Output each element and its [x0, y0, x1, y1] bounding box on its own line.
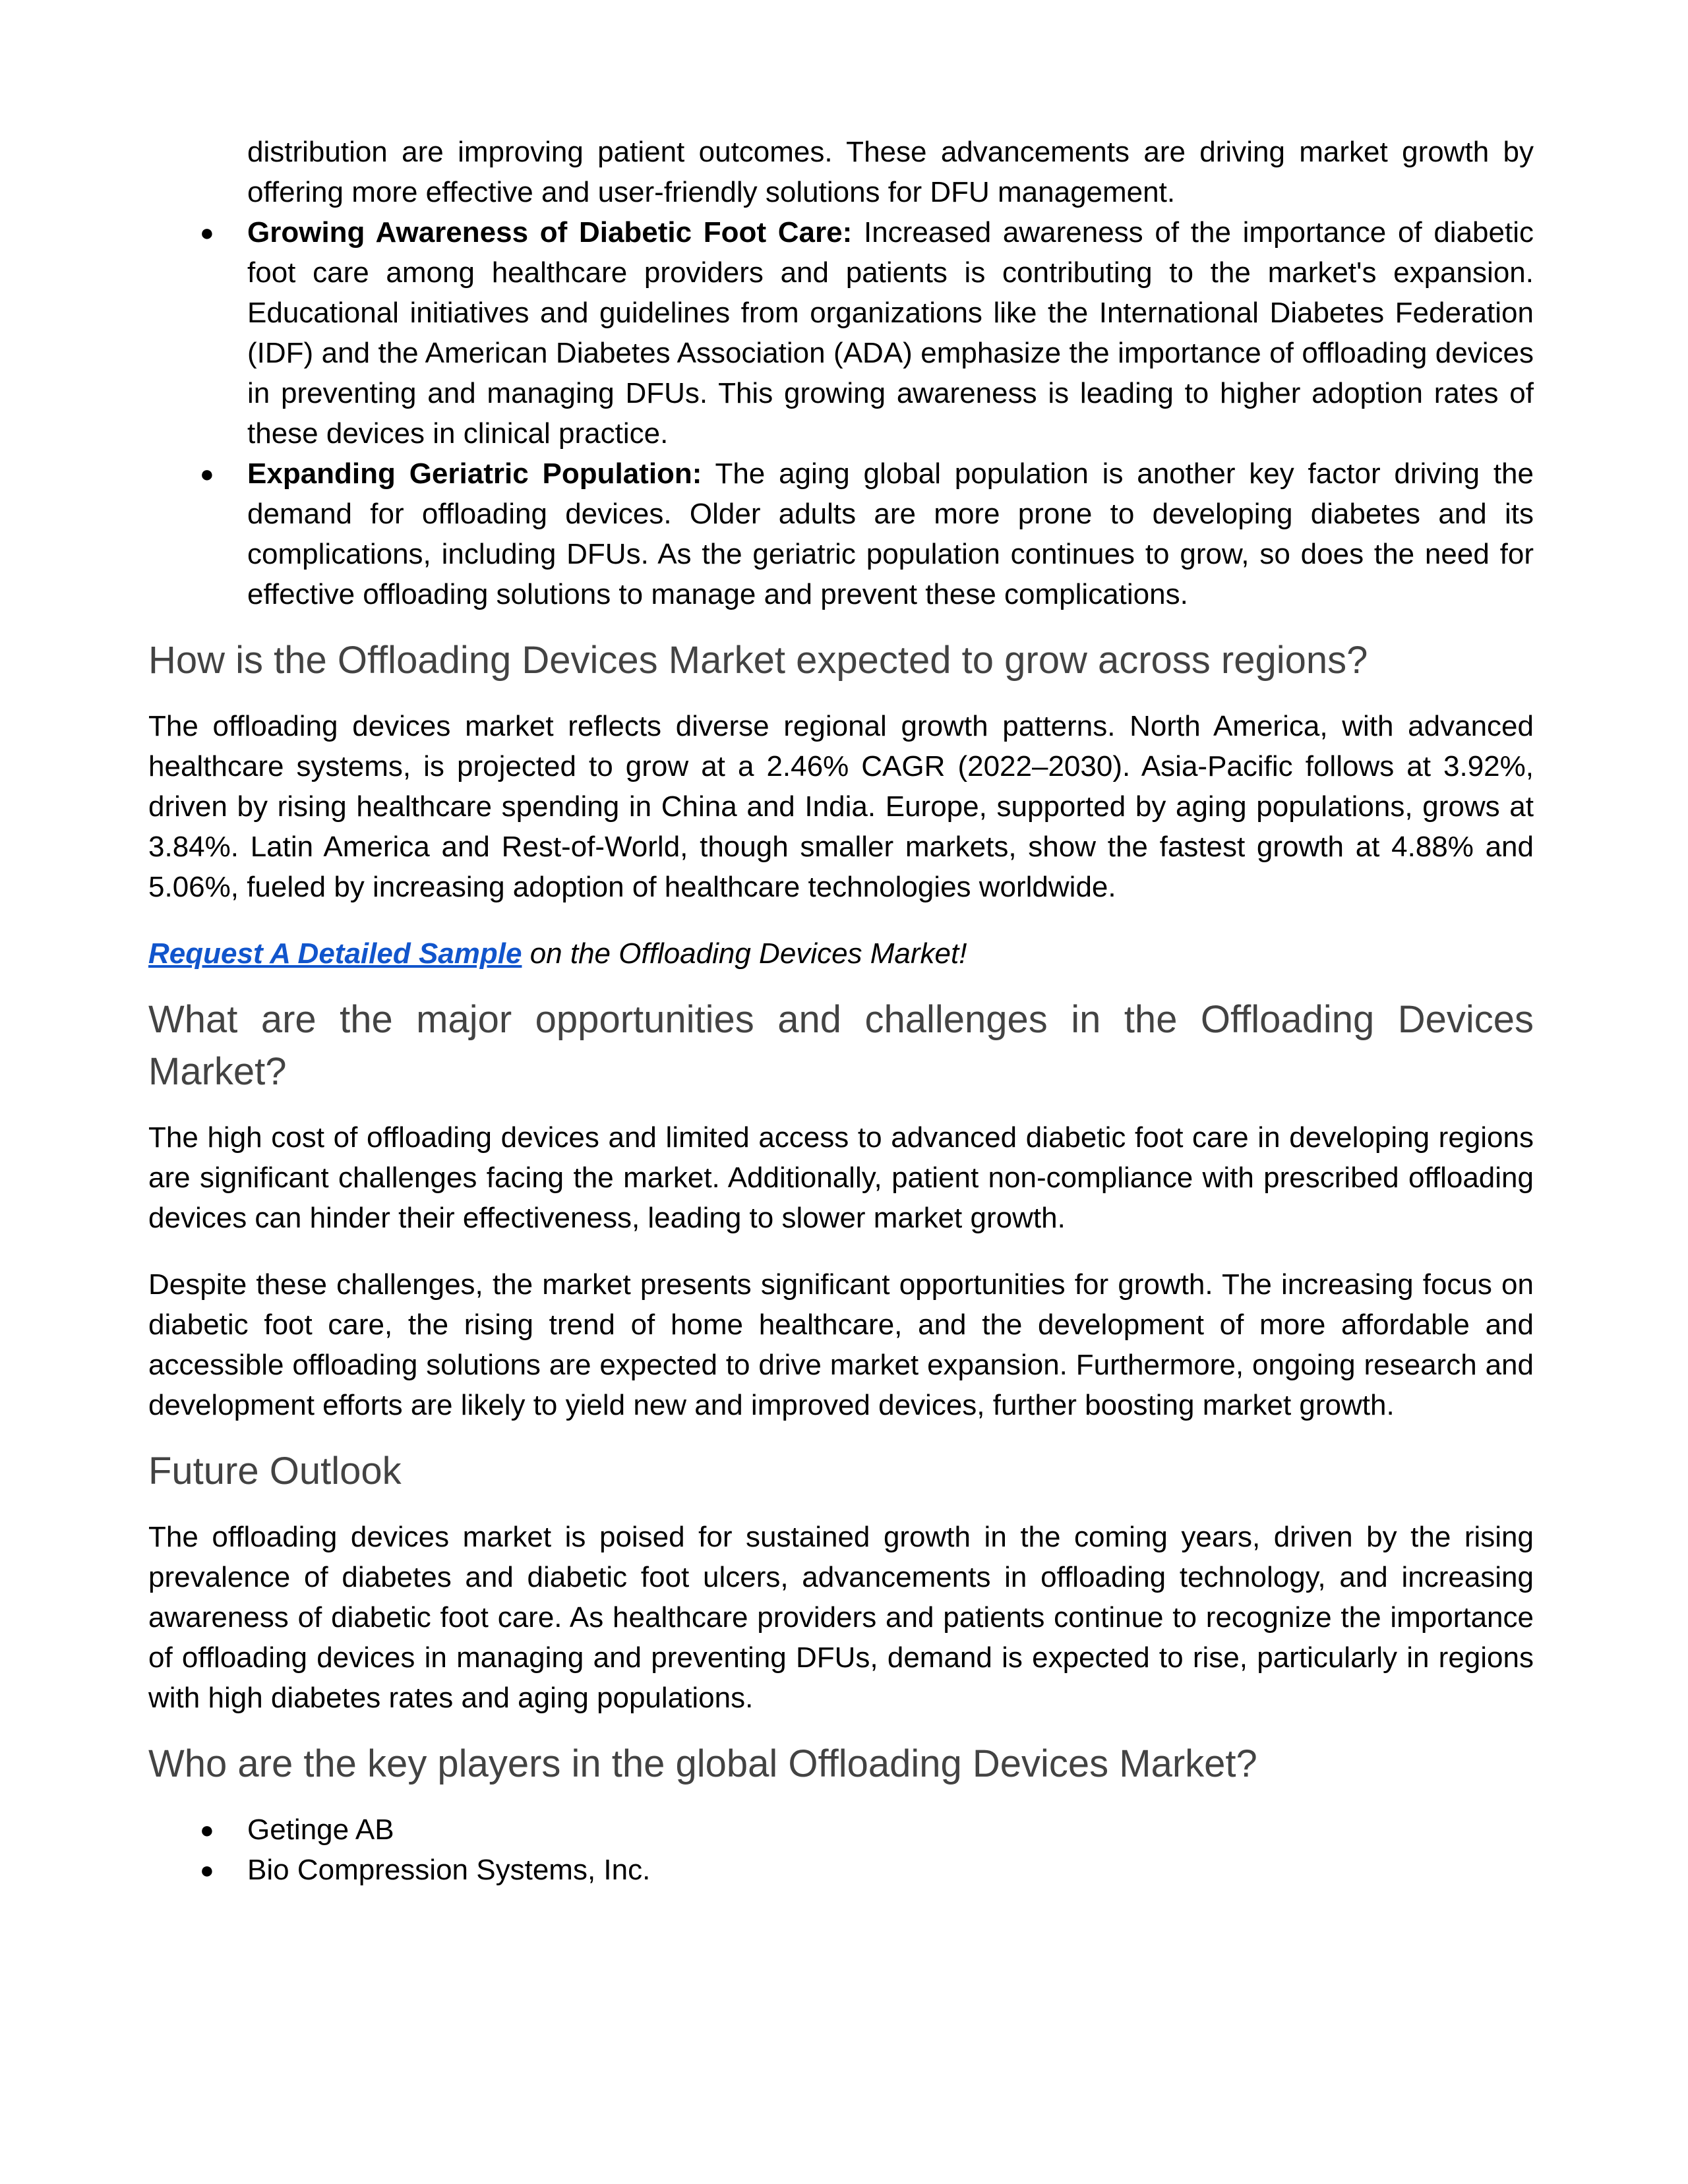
bullet-text: Increased awareness of the importance of diabetic foot care among healthcare providers and patients is contributing to the market's expansion. Educational initiatives and guidelines from organizations like the International Diabetes Federation (IDF) and the American Diabetes Association (ADA) emphasize the importance of offloading devices in preventing and managing DFUs. This growing awareness is leading to higher adoption rates of these devices in clinical practice. — [247, 216, 1534, 450]
sample-request-line — [148, 933, 1534, 974]
bullet-text: The aging global population is another key factor driving the demand for offloading devices. Older adults are more prone to developing diabetes and its complications, including DFUs. As the geriatric population continues to grow, so does the need for effective offloading solutions to manage and prevent these complications. — [247, 457, 1534, 610]
challenges-paragraph: The high cost of offloading devices and limited access to advanced diabetic foot care in developing regions are significant challenges facing the market. Additionally, patient non-compliance with prescribed offloading devices can hinder their effectiveness, leading to slower market growth. — [148, 1121, 1534, 1234]
bullet-continuation-text: distribution are improving patient outcomes. These advancements are driving market growth by offering more effective and user-friendly solutions for DFU management. — [247, 136, 1534, 208]
document-page — [148, 132, 1534, 1890]
bullet-icon: ● — [200, 219, 214, 246]
outlook-paragraph: The offloading devices market is poised for sustained growth in the coming years, driven by the rising prevalence of diabetes and diabetic foot ulcers, advancements in offloading technology, and increasing awareness of diabetic foot care. As healthcare providers and patients continue to recognize the importance of offloading devices in managing and preventing DFUs, demand is expected to rise, particularly in regions with high diabetes rates and aging populations. — [148, 1521, 1534, 1714]
list-item — [148, 1850, 1534, 1890]
bullet-icon: ● — [200, 460, 214, 487]
opportunities-heading: What are the major opportunities and challenges in the Offloading Devices Market? — [148, 998, 1534, 1093]
regions-paragraph: The offloading devices market reflects diverse regional growth patterns. North America, with advanced healthcare systems, is projected to grow at a 2.46% CAGR (2022–2030). Asia-Pacific follows at 3.92%, driven by rising healthcare spending in China and India. Europe, supported by aging populations, grows at 3.84%. Latin America and Rest-of-World, though smaller markets, show the fastest growth at 4.88% and 5.06%, fueled by increasing adoption of healthcare technologies worldwide. — [148, 710, 1534, 903]
request-sample-link[interactable]: Request A Detailed Sample — [148, 937, 522, 970]
list-item — [148, 1810, 1534, 1850]
list-item — [148, 212, 1534, 454]
list-item — [148, 132, 1534, 212]
bullet-title: Expanding Geriatric Population: — [247, 457, 702, 490]
player-name: Bio Compression Systems, Inc. — [247, 1854, 651, 1886]
regions-heading: How is the Offloading Devices Market expected to grow across regions? — [148, 639, 1368, 682]
bullet-icon: ● — [200, 1816, 214, 1843]
list-item — [148, 454, 1534, 614]
sample-request-suffix: on the Offloading Devices Market! — [522, 937, 967, 970]
outlook-heading: Future Outlook — [148, 1450, 402, 1492]
bullet-icon: ● — [200, 1856, 214, 1883]
opportunities-paragraph: Despite these challenges, the market presents significant opportunities for growth. The increasing focus on diabetic foot care, the rising trend of home healthcare, and the development of more affordable and accessible offloading solutions are expected to drive market expansion. Furthermore, ongoing research and development efforts are likely to yield new and improved devices, further boosting market growth. — [148, 1268, 1534, 1421]
drivers-list — [148, 132, 1534, 614]
players-heading: Who are the key players in the global Offloading Devices Market? — [148, 1742, 1257, 1785]
players-list — [148, 1810, 1534, 1890]
player-name: Getinge AB — [247, 1814, 394, 1846]
bullet-title: Growing Awareness of Diabetic Foot Care: — [247, 216, 853, 249]
